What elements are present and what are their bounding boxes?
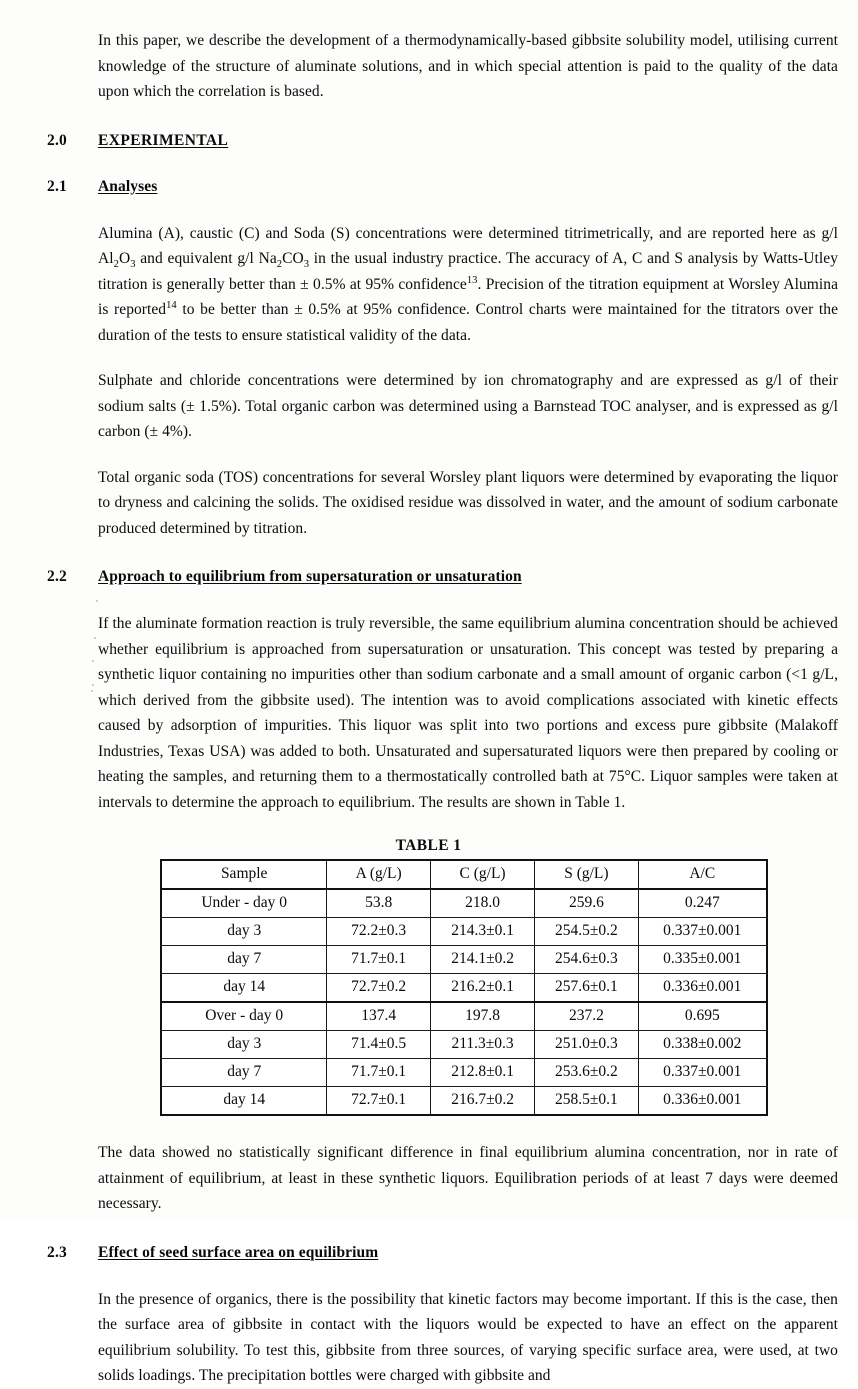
cell-value: 197.8 xyxy=(430,1002,534,1031)
cell-value: 254.6±0.3 xyxy=(535,946,638,974)
table-row xyxy=(161,946,767,974)
section-number: 2.3 xyxy=(47,1243,67,1261)
column-header-c: C (g/L) xyxy=(430,860,534,889)
table-row xyxy=(161,1059,767,1087)
cell-sample: day 3 xyxy=(161,1031,327,1059)
section-title: EXPERIMENTAL xyxy=(98,131,229,149)
table-header-row xyxy=(161,860,767,889)
cell-value: 71.4±0.5 xyxy=(327,1031,431,1059)
cell-value: 71.7±0.1 xyxy=(327,946,431,974)
cell-value: 258.5±0.1 xyxy=(535,1087,638,1116)
section-heading-2-2 xyxy=(47,567,838,587)
column-header-sample: Sample xyxy=(161,860,327,889)
cell-sample: Under - day 0 xyxy=(161,889,327,918)
column-header-s: S (g/L) xyxy=(535,860,638,889)
table-caption: TABLE 1 xyxy=(395,837,462,854)
cell-sample: day 14 xyxy=(161,974,327,1003)
section-2-3-body xyxy=(98,1287,838,1389)
cell-value: 53.8 xyxy=(327,889,431,918)
section-heading-2-1 xyxy=(47,177,838,197)
cell-value: 137.4 xyxy=(327,1002,431,1031)
section-2-1-body xyxy=(98,221,838,542)
table-body xyxy=(161,860,767,1115)
table-row xyxy=(161,918,767,946)
paragraph-seed-area-1: In the presence of organics, there is the possibility that kinetic factors may become important. If this is the case, then the surface area of gibbsite in contact with the liquors would be expected to have an effect on the apparent equilibrium solubility. To test this, gibbsite from three sources, of varying specific surface area, were used, at two solids loadings. The precipitation bottles were charged with gibbsite and xyxy=(98,1290,838,1384)
cell-value: 0.337±0.001 xyxy=(638,918,767,946)
cell-value: 72.7±0.2 xyxy=(327,974,431,1003)
results-table xyxy=(160,859,768,1116)
cell-value: 253.6±0.2 xyxy=(535,1059,638,1087)
table-row xyxy=(161,1087,767,1116)
cell-value: 72.2±0.3 xyxy=(327,918,431,946)
cell-value: 0.336±0.001 xyxy=(638,1087,767,1116)
page-content xyxy=(47,28,838,1389)
paragraph-analyses-2: Sulphate and chloride concentrations were determined by ion chromatography and are expressed as g/l of their sodium salts (± 1.5%). Total organic carbon was determined using a Barnstead TOC analyser, and is expressed as g/l carbon (± 4%). xyxy=(98,372,838,440)
column-header-a: A (g/L) xyxy=(327,860,431,889)
cell-value: 72.7±0.1 xyxy=(327,1087,431,1116)
cell-value: 254.5±0.2 xyxy=(535,918,638,946)
cell-value: 0.335±0.001 xyxy=(638,946,767,974)
cell-value: 214.3±0.1 xyxy=(430,918,534,946)
cell-value: 0.247 xyxy=(638,889,767,918)
section-number: 2.1 xyxy=(47,177,67,195)
cell-value: 216.7±0.2 xyxy=(430,1087,534,1116)
cell-sample: Over - day 0 xyxy=(161,1002,327,1031)
section-2-2-body-2 xyxy=(98,1140,838,1217)
column-header-ac: A/C xyxy=(638,860,767,889)
cell-value: 71.7±0.1 xyxy=(327,1059,431,1087)
table-1-wrapper xyxy=(47,837,838,1116)
intro-paragraph: In this paper, we describe the development of a thermodynamically-based gibbsite solubility model, utilising current knowledge of the structure of aluminate solutions, and in which special attention is paid to the quality of the data upon which the correlation is based. xyxy=(98,32,838,100)
cell-sample: day 3 xyxy=(161,918,327,946)
cell-value: 218.0 xyxy=(430,889,534,918)
cell-value: 251.0±0.3 xyxy=(535,1031,638,1059)
section-title: Approach to equilibrium from supersaturation or unsaturation xyxy=(98,568,522,585)
table-row xyxy=(161,974,767,1003)
section-heading-2-0 xyxy=(47,131,838,151)
paragraph-analyses-3: Total organic soda (TOS) concentrations for several Worsley plant liquors were determined by evaporating the liquor to dryness and calcining the solids. The oxidised residue was dissolved in water, and the amount of sodium carbonate produced determined by titration. xyxy=(98,468,838,537)
cell-sample: day 7 xyxy=(161,1059,327,1087)
section-number: 2.0 xyxy=(47,131,67,149)
cell-value: 259.6 xyxy=(535,889,638,918)
intro-block xyxy=(98,28,838,105)
cell-value: 0.337±0.001 xyxy=(638,1059,767,1087)
cell-value: 0.338±0.002 xyxy=(638,1031,767,1059)
paragraph-analyses-1: Alumina (A), caustic (C) and Soda (S) concentrations were determined titrimetrically, and are reported here as g/l $Al_2O_3$ and equivalent g/l $Na_2CO_3$ in the usual industry practice. The accuracy of A, C and S analysis by Watts-Utley titration is generally better than ± 0.5% at 95% confidence$^{13}$. Precision of the titration equipment at Worsley Alumina is reported$^{14}$ to be better than ± 0.5% at 95% confidence. Control charts were maintained for the titrators over the duration of the tests to ensure statistical validity of the data. xyxy=(98,224,839,344)
cell-value: 237.2 xyxy=(535,1002,638,1031)
table-row xyxy=(161,1002,767,1031)
section-heading-2-3 xyxy=(47,1243,838,1263)
section-number: 2.2 xyxy=(47,568,67,585)
section-title: Analyses xyxy=(98,177,158,195)
cell-sample: day 14 xyxy=(161,1087,327,1116)
cell-value: 211.3±0.3 xyxy=(430,1031,534,1059)
cell-value: 0.336±0.001 xyxy=(638,974,767,1003)
cell-value: 214.1±0.2 xyxy=(430,946,534,974)
cell-value: 257.6±0.1 xyxy=(535,974,638,1003)
cell-value: 216.2±0.1 xyxy=(430,974,534,1003)
cell-sample: day 7 xyxy=(161,946,327,974)
paragraph-approach-2: The data showed no statistically significant difference in final equilibrium alumina concentration, nor in rate of attainment of equilibrium, at least in these synthetic liquors. Equilibration periods of at least 7 days were deemed necessary. xyxy=(98,1144,838,1212)
paragraph-approach-1: If the aluminate formation reaction is truly reversible, the same equilibrium alumina concentration should be achieved whether equilibrium is approached from supersaturation or unsaturation. This concept was tested by preparing a synthetic liquor containing no impurities other than sodium carbonate and a small amount of organic carbon (<1 g/L, which derived from the gibbsite used). The intention was to avoid complications associated with kinetic effects caused by adsorption of impurities. This liquor was split into two portions and excess pure gibbsite (Malakoff Industries, Texas USA) was added to both. Unsaturated and supersaturated liquors were then prepared by cooling or heating the samples, and returning them to a thermostatically controlled bath at 75°C. Liquor samples were taken at intervals to determine the approach to equilibrium. The results are shown in Table 1. xyxy=(98,615,838,811)
cell-value: 212.8±0.1 xyxy=(430,1059,534,1087)
table-row xyxy=(161,889,767,918)
section-title: Effect of seed surface area on equilibrium xyxy=(98,1243,379,1261)
cell-value: 0.695 xyxy=(638,1002,767,1031)
table-row xyxy=(161,1031,767,1059)
section-2-2-body xyxy=(98,611,838,815)
